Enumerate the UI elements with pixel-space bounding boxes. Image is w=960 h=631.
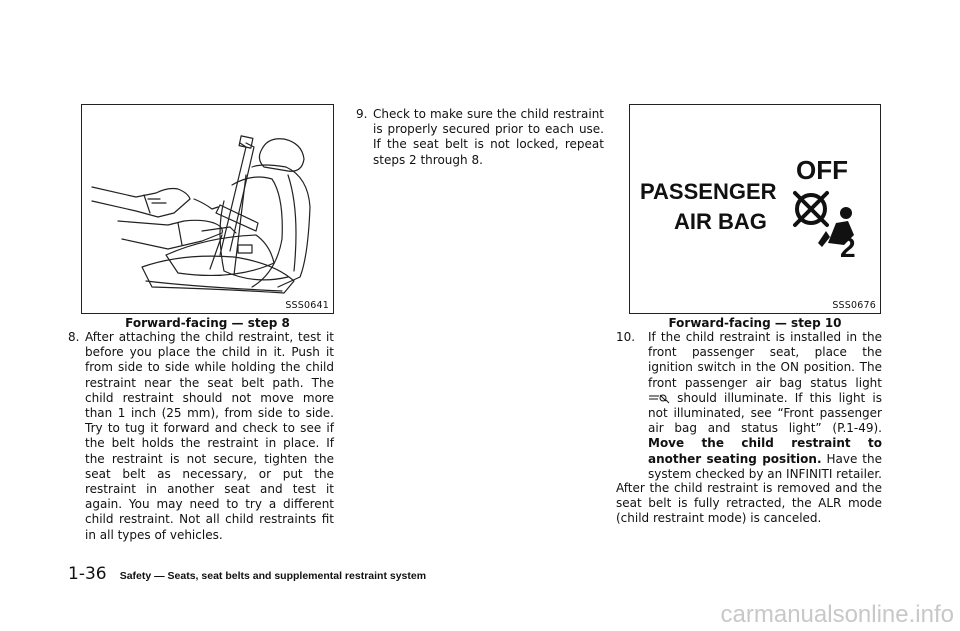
airbag-status-icon <box>648 392 670 404</box>
figure-code: SSS0641 <box>285 300 329 311</box>
page-footer <box>68 564 426 584</box>
panel-digit: 2 <box>840 232 856 263</box>
step-10 <box>616 330 882 482</box>
step-9 <box>356 107 604 168</box>
after-paragraph: After the child restraint is removed and the seat belt is fully retracted, the ALR mode (child restraint mode) is canceled. <box>616 481 882 526</box>
panel-line2: AIR BAG <box>674 209 767 234</box>
step-text: Check to make sure the child restraint is properly secured prior to each use. If the seat belt is not locked, repeat steps 2 through 8. <box>373 107 604 167</box>
page-number: 1-36 <box>68 564 107 584</box>
section-title: Safety — Seats, seat belts and supplemental restraint system <box>119 570 427 582</box>
panel-off-text: OFF <box>796 155 848 185</box>
step-text-bold: Move the child restraint to another seating position. <box>648 436 882 466</box>
watermark: carmanualsonline.info <box>720 601 954 628</box>
figure-caption: Forward-facing — step 8 <box>125 316 290 330</box>
figure-caption: Forward-facing — step 10 <box>668 316 842 330</box>
child-seat-illustration <box>82 105 332 312</box>
step-number: 9. <box>356 107 368 121</box>
step-number: 8. <box>68 330 80 344</box>
step-text-part1: If the child restraint is installed in the front passenger seat, place the ignition switch in the ON position. The front passenger air bag status light <box>648 330 882 390</box>
figure-child-seat-step8 <box>81 104 334 314</box>
step-text-part3: Have the system checked by an INFINITI retailer. <box>648 451 882 481</box>
step-text-part2: should illuminate. If this light is not illuminated, see “Front passenger air bag and status light” (P.1-49). <box>648 390 882 436</box>
step-8 <box>68 330 334 543</box>
figure-airbag-panel-step10 <box>629 104 881 314</box>
step-number: 10. <box>616 330 636 344</box>
airbag-off-icon <box>630 105 879 312</box>
step-text: After attaching the child restraint, test it before you place the child in it. Push it from side to side while holding the child restraint near the seat belt path. The child restraint should not move more than 1 inch (25 mm), from side to side. Try to tug it forward and check to see if the belt holds the restraint in place. If the restraint is not secure, tighten the seat belt as necessary, or put the restraint in another seat and test it again. You may need to try a different child restraint. Not all child restraints fit in all types of vehicles. <box>85 330 334 542</box>
figure-code: SSS0676 <box>832 300 876 311</box>
panel-line1: PASSENGER <box>640 179 777 204</box>
